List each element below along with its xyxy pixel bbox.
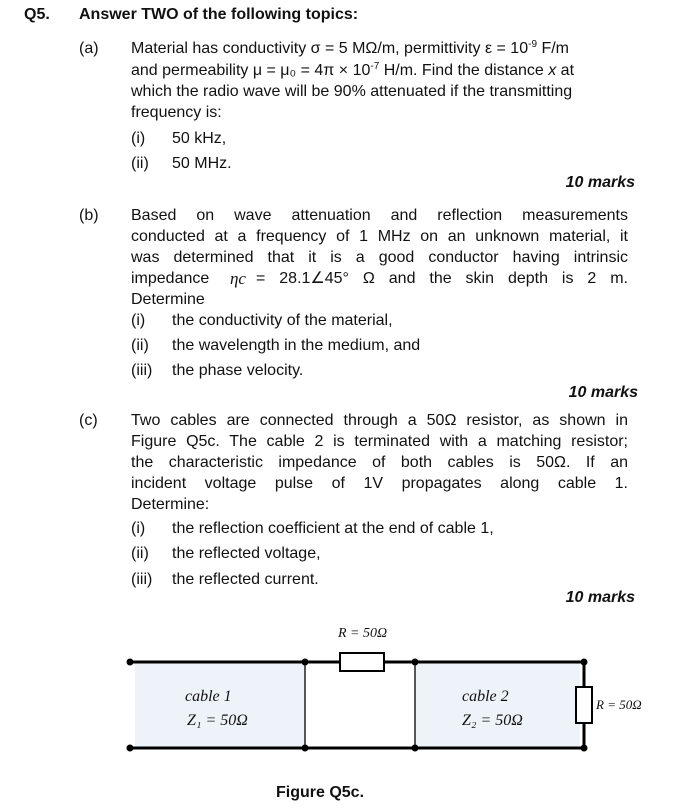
part-a-line-1: Material has conductivity σ = 5 MΩ/m, permittivity $\varepsilon = 10^{-9}$ F/m: [131, 39, 570, 57]
part-b-line-4-pre: impedance: [131, 270, 210, 287]
part-c-label: (c): [79, 412, 98, 429]
part-a-line-3: which the radio wave will be 90% attenuated if the transmitting: [131, 83, 573, 100]
node-dot: [127, 745, 134, 752]
series-resistor-label: R = 50Ω: [338, 626, 388, 641]
node-dot: [127, 659, 134, 666]
part-c-item-3-text: the reflected current.: [172, 571, 319, 588]
part-a-label: (a): [79, 40, 99, 57]
part-c-line-1: Two cables are connected through a 50Ω resistor, as shown in: [131, 412, 628, 429]
cable-1-name: cable 1: [185, 688, 232, 705]
cable-2-name: cable 2: [462, 688, 509, 705]
part-c-item-1-num: (i): [131, 520, 146, 537]
part-c-item-1-text: the reflection coefficient at the end of cable 1,: [172, 520, 494, 537]
part-b-line-2: conducted at a frequency of 1 MHz on an unknown material, it: [131, 228, 628, 245]
part-c-marks: 10 marks: [565, 589, 635, 606]
part-b-item-3-text: the phase velocity.: [172, 362, 304, 379]
question-number: Q5.: [24, 6, 50, 23]
part-b-item-2-text: the wavelength in the medium, and: [172, 337, 421, 354]
part-a-item-1-num: (i): [131, 130, 146, 147]
node-dot: [581, 745, 588, 752]
part-c-item-2-num: (ii): [131, 545, 149, 562]
part-c-line-4: incident voltage pulse of 1V propagates along cable 1.: [131, 475, 628, 492]
node-dot: [302, 659, 309, 666]
part-b-item-1-num: (i): [131, 312, 146, 329]
part-a-item-1-text: 50 kHz,: [172, 130, 227, 147]
part-b-item-1-text: the conductivity of the material,: [172, 312, 393, 329]
node-dot: [581, 659, 588, 666]
part-a-line-2: and permeability $\mu = \mu_0 = 4\pi \times 10^{-7}$ H/m. Find the distance x at: [131, 61, 575, 79]
node-dot: [412, 745, 419, 752]
part-c-item-2-text: the reflected voltage,: [172, 545, 321, 562]
node-dot: [302, 745, 309, 752]
part-b-line-4-post: = 28.1∠45° Ω and the skin depth is 2 m.: [256, 270, 628, 287]
part-b-marks: 10 marks: [568, 384, 638, 401]
part-a-marks: 10 marks: [565, 174, 635, 191]
node-dot: [412, 659, 419, 666]
part-b-eta-symbol: ηc: [230, 269, 246, 288]
part-a-item-2-num: (ii): [131, 155, 149, 172]
part-a-item-2-text: 50 MHz.: [172, 155, 232, 172]
part-b-line-1: Based on wave attenuation and reflection measurements: [131, 207, 628, 224]
part-c-line-5: Determine:: [131, 496, 210, 513]
part-b-label: (b): [79, 207, 99, 224]
part-b-item-3-num: (iii): [131, 362, 153, 379]
part-c-item-3-num: (iii): [131, 571, 153, 588]
part-b-item-2-num: (ii): [131, 337, 149, 354]
load-resistor: [576, 687, 592, 723]
question-heading: Answer TWO of the following topics:: [79, 6, 359, 23]
part-b-line-5: Determine: [131, 291, 205, 308]
figure-caption: Figure Q5c.: [276, 784, 365, 801]
part-c-line-2: Figure Q5c. The cable 2 is terminated with a matching resistor;: [131, 433, 628, 450]
cable-1-impedance: Z₁ = 50Ω: [187, 712, 248, 729]
load-resistor-label: R = 50Ω: [596, 697, 642, 712]
series-resistor: [340, 653, 384, 671]
part-b-line-3: was determined that it is a good conductor having intrinsic: [131, 249, 628, 266]
cable-2-impedance: Z₂ = 50Ω: [462, 712, 523, 729]
part-a-line-4: frequency is:: [131, 104, 222, 121]
part-c-line-3: the characteristic impedance of both cables is 50Ω. If an: [131, 454, 628, 471]
